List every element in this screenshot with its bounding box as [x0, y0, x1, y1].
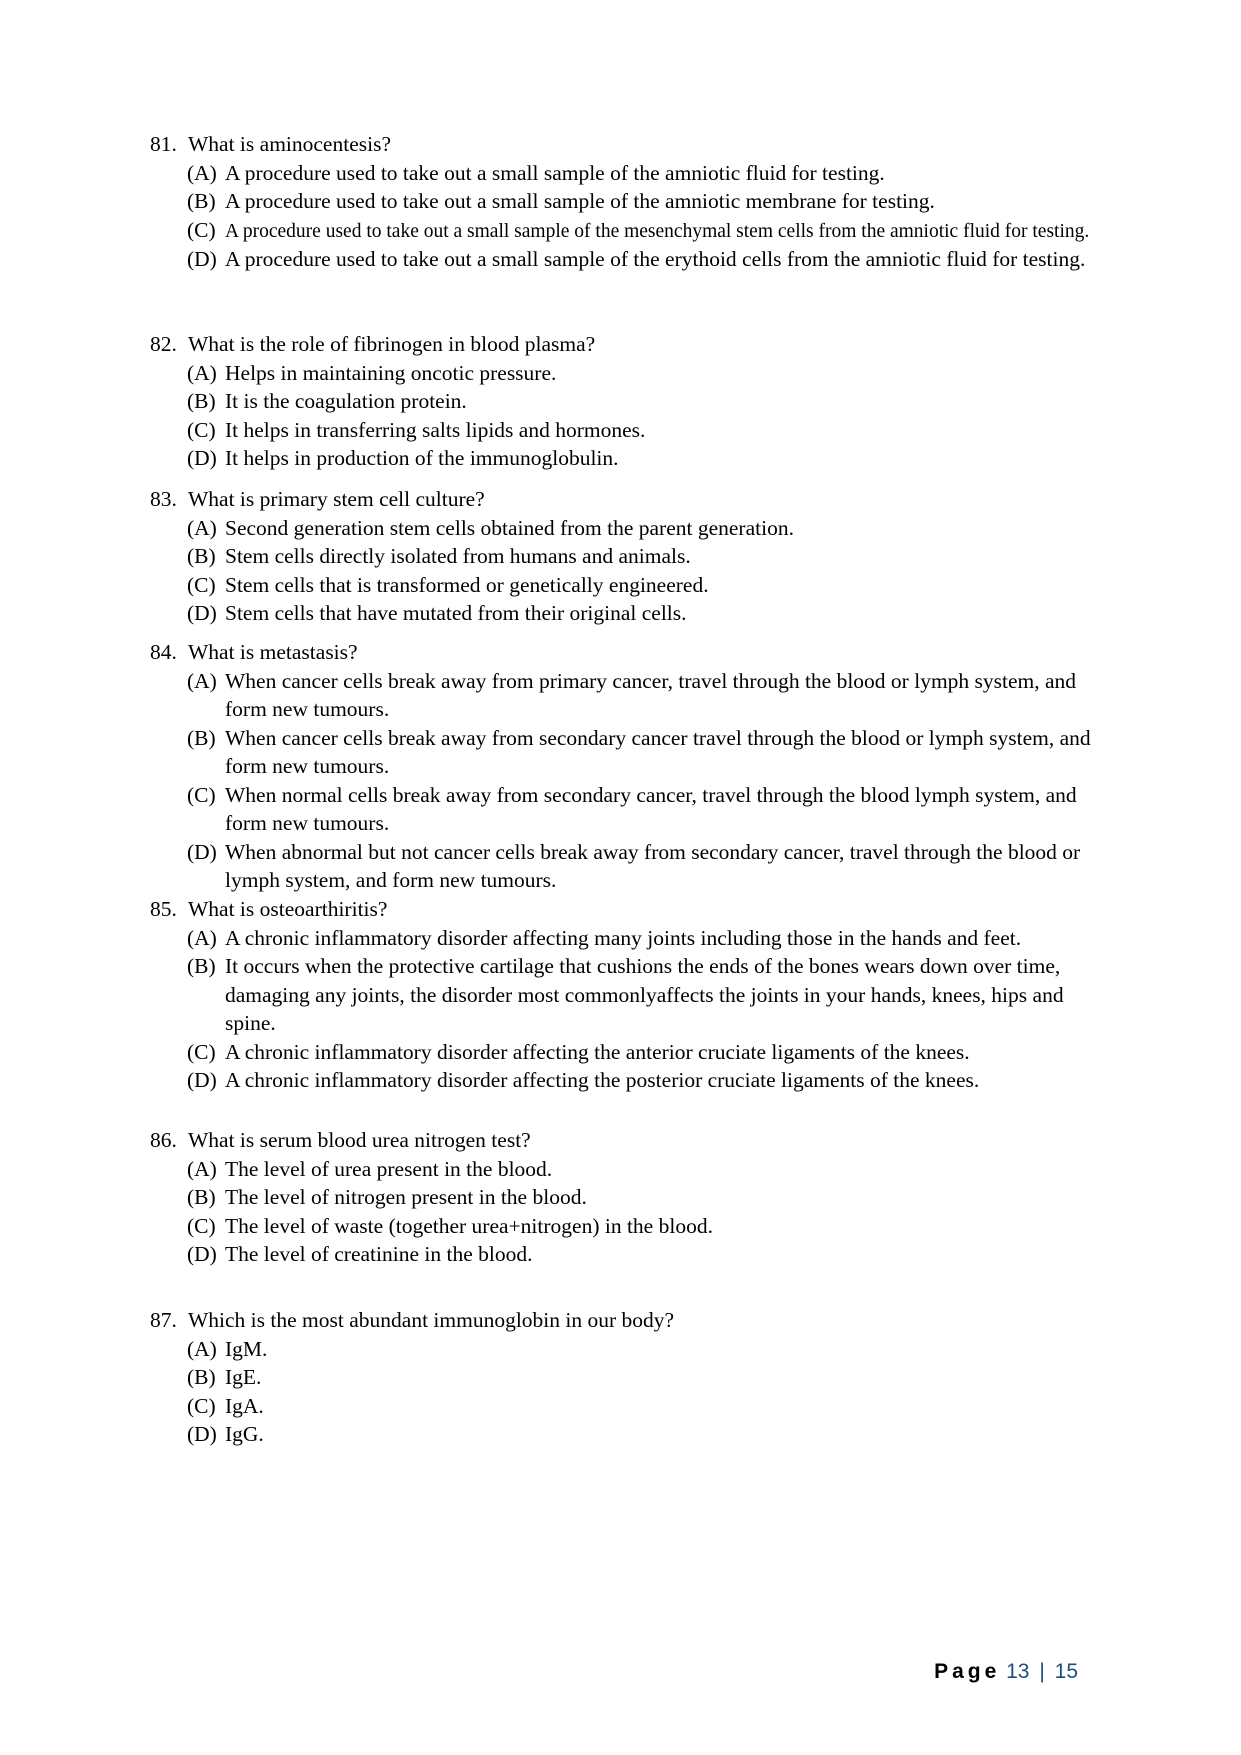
option-b: [150, 387, 1110, 416]
option-list: [150, 514, 1110, 628]
option-text: The level of nitrogen present in the blood.: [225, 1185, 587, 1209]
option-letter: (C): [187, 1213, 216, 1238]
option-letter: (A): [187, 925, 217, 950]
option-c: [150, 216, 1110, 245]
option-d: [150, 1240, 1110, 1269]
question-stem: [150, 1126, 1110, 1155]
option-letter: (A): [187, 1336, 217, 1361]
option-letter: (C): [187, 782, 216, 807]
option-b: [150, 724, 1110, 781]
question-81: [150, 130, 1110, 273]
option-d: [150, 1066, 1110, 1095]
option-c: [150, 781, 1110, 838]
option-a: [150, 1155, 1110, 1184]
option-text: Helps in maintaining oncotic pressure.: [225, 360, 557, 385]
option-letter: (B): [187, 725, 216, 750]
question-85: [150, 895, 1110, 1095]
question-text: What is primary stem cell culture?: [188, 487, 485, 511]
option-d: [150, 599, 1110, 628]
option-text: A chronic inflammatory disorder affecting the anterior cruciate ligaments of the knees.: [225, 1039, 970, 1064]
option-letter: (D): [187, 1242, 217, 1266]
option-b: [150, 542, 1110, 571]
question-text: What is osteoarthiritis?: [188, 897, 388, 921]
question-stem: [150, 485, 1110, 514]
question-stem: [150, 638, 1110, 667]
option-letter: (D): [187, 839, 217, 864]
option-a: [150, 924, 1110, 953]
option-letter: (B): [187, 544, 216, 568]
option-text: When abnormal but not cancer cells break away from secondary cancer, travel through the blood or lymph system, and form new tumours.: [225, 839, 1081, 892]
option-d: [150, 1420, 1110, 1449]
option-text: A procedure used to take out a small sample of the erythoid cells from the amniotic fluid for testing.: [225, 246, 1086, 271]
question-82: [150, 330, 1110, 473]
option-d: [150, 838, 1110, 895]
option-letter: (C): [187, 1039, 216, 1064]
option-text: IgM.: [225, 1336, 268, 1361]
option-text: It helps in production of the immunoglobulin.: [225, 446, 619, 470]
question-text: What is metastasis?: [188, 640, 358, 664]
question-number: 83.: [150, 487, 177, 511]
question-number: 84.: [150, 640, 177, 664]
option-letter: (A): [187, 668, 217, 693]
option-letter: (B): [187, 954, 216, 978]
page-label: Page: [934, 1660, 1001, 1683]
option-list: [150, 359, 1110, 473]
option-b: [150, 187, 1110, 216]
question-text: What is aminocentesis?: [188, 132, 391, 156]
option-b: [150, 952, 1110, 1038]
question-text: What is serum blood urea nitrogen test?: [188, 1128, 531, 1152]
option-list: [150, 159, 1110, 274]
option-text: Stem cells that is transformed or genetically engineered.: [225, 572, 709, 597]
option-letter: (C): [187, 572, 216, 597]
option-text: IgE.: [225, 1365, 262, 1389]
question-86: [150, 1126, 1110, 1269]
option-text: A procedure used to take out a small sample of the amniotic fluid for testing.: [225, 160, 885, 185]
question-number: 82.: [150, 332, 177, 356]
question-stem: [150, 1306, 1110, 1335]
option-list: [150, 1335, 1110, 1449]
option-d: [150, 444, 1110, 473]
option-text: The level of urea present in the blood.: [225, 1156, 553, 1181]
option-text: When cancer cells break away from primary cancer, travel through the blood or lymph system, and form new tumours.: [225, 668, 1077, 721]
option-d: [150, 245, 1110, 274]
option-list: [150, 924, 1110, 1095]
option-text: A procedure used to take out a small sample of the mesenchymal stem cells from the amniotic fluid for testing.: [225, 220, 1090, 242]
question-number: 85.: [150, 897, 177, 921]
option-text: A chronic inflammatory disorder affecting the posterior cruciate ligaments of the knees.: [225, 1068, 980, 1092]
question-stem: [150, 895, 1110, 924]
option-b: [150, 1183, 1110, 1212]
option-letter: (A): [187, 515, 217, 540]
option-text: Stem cells that have mutated from their original cells.: [225, 601, 687, 625]
option-text: A chronic inflammatory disorder affecting many joints including those in the hands and feet.: [225, 925, 1022, 950]
option-text: The level of waste (together urea+nitrogen) in the blood.: [225, 1213, 713, 1238]
question-number: 87.: [150, 1308, 177, 1332]
option-letter: (A): [187, 160, 217, 185]
option-a: [150, 514, 1110, 543]
option-letter: (C): [187, 417, 216, 442]
page-footer: [0, 1660, 1078, 1684]
option-letter: (D): [187, 1422, 217, 1446]
question-84: [150, 638, 1110, 895]
option-a: [150, 1335, 1110, 1364]
question-number: 81.: [150, 132, 177, 156]
option-letter: (A): [187, 1156, 217, 1181]
option-letter: (D): [187, 246, 217, 271]
question-stem: [150, 330, 1110, 359]
option-letter: (B): [187, 189, 216, 213]
option-text: Stem cells directly isolated from humans and animals.: [225, 544, 691, 568]
option-list: [150, 1155, 1110, 1269]
option-a: [150, 667, 1110, 724]
question-number: 86.: [150, 1128, 177, 1152]
question-text: Which is the most abundant immunoglobin in our body?: [188, 1308, 675, 1332]
option-text: IgG.: [225, 1422, 264, 1446]
question-stem: [150, 130, 1110, 159]
option-text: It helps in transferring salts lipids and hormones.: [225, 417, 646, 442]
option-letter: (B): [187, 1185, 216, 1209]
option-letter: (D): [187, 601, 217, 625]
option-letter: (A): [187, 360, 217, 385]
option-b: [150, 1363, 1110, 1392]
current-page-number: 13: [1006, 1660, 1030, 1683]
option-text: IgA.: [225, 1393, 264, 1418]
option-letter: (B): [187, 1365, 216, 1389]
option-text: It is the coagulation protein.: [225, 389, 467, 413]
option-text: Second generation stem cells obtained from the parent generation.: [225, 515, 794, 540]
option-c: [150, 571, 1110, 600]
option-letter: (C): [187, 1393, 216, 1418]
option-letter: (C): [187, 217, 216, 242]
option-c: [150, 416, 1110, 445]
option-c: [150, 1392, 1110, 1421]
option-c: [150, 1038, 1110, 1067]
question-87: [150, 1306, 1110, 1449]
page-separator: |: [1039, 1660, 1045, 1683]
option-text: When normal cells break away from secondary cancer, travel through the blood lymph system, and form new tumours.: [225, 782, 1077, 835]
option-text: When cancer cells break away from secondary cancer travel through the blood or lymph system, and form new tumours.: [225, 725, 1091, 778]
option-c: [150, 1212, 1110, 1241]
option-letter: (B): [187, 389, 216, 413]
total-page-count: 15: [1054, 1660, 1078, 1683]
question-text: What is the role of fibrinogen in blood plasma?: [188, 332, 596, 356]
option-a: [150, 159, 1110, 188]
option-letter: (D): [187, 1068, 217, 1092]
option-letter: (D): [187, 446, 217, 470]
option-text: The level of creatinine in the blood.: [225, 1242, 533, 1266]
option-text: It occurs when the protective cartilage that cushions the ends of the bones wears down over time, damaging any joints, the disorder most commonlyaffects the joints in your hands, knees, hips and spine.: [225, 954, 1064, 1035]
option-a: [150, 359, 1110, 388]
question-83: [150, 485, 1110, 628]
option-list: [150, 667, 1110, 895]
option-text: A procedure used to take out a small sample of the amniotic membrane for testing.: [225, 189, 935, 213]
